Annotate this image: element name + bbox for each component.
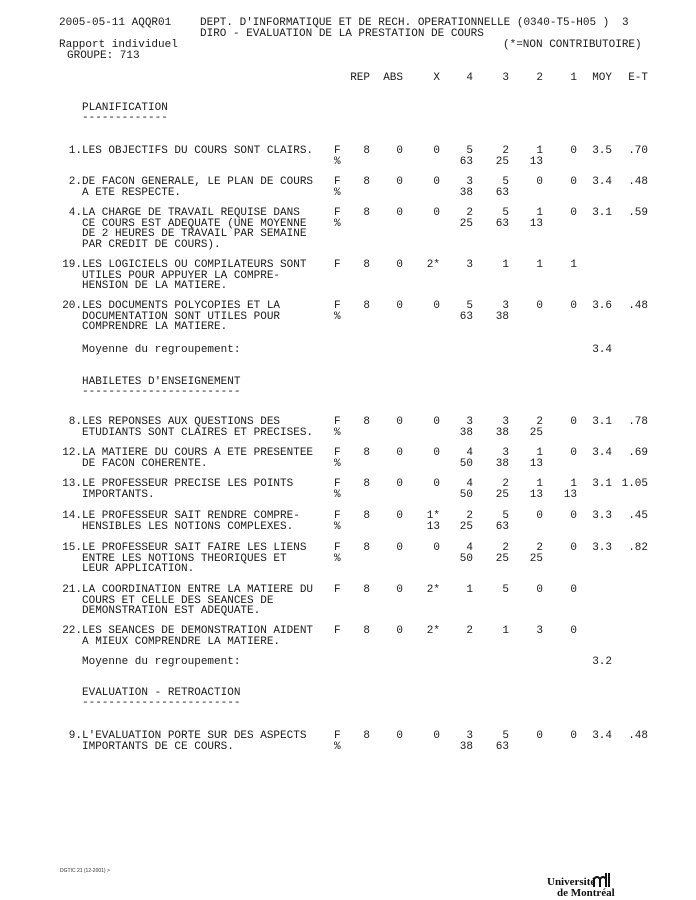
question-text: DOCUMENTATION SONT UTILES POUR [82, 310, 281, 323]
question-number: 14. [62, 510, 82, 522]
question-text: LES REPONSES AUX QUESTIONS DES [82, 416, 281, 428]
value-c4: 2 [466, 207, 473, 219]
question-number: 19. [62, 259, 82, 271]
value-moy: 3.3 [592, 542, 612, 554]
frequency-marker: F [334, 510, 341, 522]
percent-marker: % [334, 426, 341, 439]
page-number: 3 [622, 17, 629, 29]
value-c2: 0 [536, 300, 543, 312]
percent-c4: 38 [459, 740, 473, 753]
value-c1: 1 [570, 478, 577, 490]
percent-marker: % [334, 520, 341, 533]
value-rep: 8 [363, 478, 370, 490]
percent-marker: % [334, 488, 341, 501]
value-c3: 2 [502, 145, 509, 157]
value-et: .82 [628, 542, 648, 554]
value-abs: 0 [396, 625, 403, 637]
question-text: LES LOGICIELS OU COMPILATEURS SONT [82, 259, 307, 271]
value-x: 1* [426, 510, 440, 522]
university-emblem-icon [592, 870, 612, 888]
value-moy: 3.1 [592, 207, 612, 219]
value-x: 0 [433, 176, 440, 188]
percent-c2: 13 [529, 155, 543, 168]
value-c1: 0 [570, 145, 577, 157]
question-text: LES DOCUMENTS POLYCOPIES ET LA [82, 300, 281, 312]
percent-c4: 50 [459, 457, 473, 470]
percent-c4: 50 [459, 488, 473, 501]
value-c1: 0 [570, 730, 577, 742]
section-underline: ------------------------ [82, 386, 241, 398]
question-number: 13. [62, 478, 82, 490]
value-rep: 8 [363, 730, 370, 742]
value-rep: 8 [363, 416, 370, 428]
percent-c4: 50 [459, 552, 473, 565]
column-header-x: X [433, 72, 440, 84]
group-label: GROUPE: 713 [67, 50, 140, 62]
value-c4: 3 [466, 259, 473, 271]
question-number: 21. [62, 584, 82, 596]
percent-x: 13 [426, 520, 440, 533]
frequency-marker: F [334, 730, 341, 742]
value-c2: 3 [536, 625, 543, 637]
percent-marker: % [334, 186, 341, 199]
value-c4: 2 [466, 625, 473, 637]
value-c1: 1 [570, 259, 577, 271]
percent-c2: 25 [529, 552, 543, 565]
percent-c4: 25 [459, 217, 473, 230]
question-number: 9. [68, 730, 82, 742]
question-text: L'EVALUATION PORTE SUR DES ASPECTS [82, 730, 307, 742]
percent-c4: 63 [459, 155, 473, 168]
question-number: 2. [68, 176, 82, 188]
value-c2: 1 [536, 478, 543, 490]
group-average-value: 3.4 [592, 344, 612, 356]
section-title: EVALUATION - RETROACTION [82, 687, 241, 699]
value-c2: 0 [536, 510, 543, 522]
value-x: 2* [426, 625, 440, 637]
value-c3: 5 [502, 510, 509, 522]
value-x: 0 [433, 447, 440, 459]
question-text: LA COORDINATION ENTRE LA MATIERE DU [82, 584, 314, 596]
question-text: ENTRE LES NOTIONS THEORIQUES ET [82, 552, 287, 565]
value-rep: 8 [363, 510, 370, 522]
question-text: A MIEUX COMPRENDRE LA MATIERE. [82, 635, 281, 648]
frequency-marker: F [334, 447, 341, 459]
value-abs: 0 [396, 300, 403, 312]
value-moy: 3.1 [592, 416, 612, 428]
value-et: .78 [628, 416, 648, 428]
report-type: Rapport individuel [59, 39, 178, 51]
value-c1: 0 [570, 416, 577, 428]
value-abs: 0 [396, 730, 403, 742]
value-et: .48 [628, 730, 648, 742]
value-c4: 1 [466, 584, 473, 596]
value-c2: 0 [536, 584, 543, 596]
value-c4: 3 [466, 730, 473, 742]
frequency-marker: F [334, 207, 341, 219]
question-text: DEMONSTRATION EST ADEQUATE. [82, 605, 261, 617]
percent-c2: 13 [529, 217, 543, 230]
percent-c4: 38 [459, 186, 473, 199]
form-code: DGTIC 21 (12-2001) > [60, 868, 110, 874]
value-x: 0 [433, 300, 440, 312]
column-header-3: 3 [502, 72, 509, 84]
value-c2: 0 [536, 176, 543, 188]
column-header-rep: REP [350, 72, 370, 84]
value-c3: 3 [502, 416, 509, 428]
frequency-marker: F [334, 478, 341, 490]
value-abs: 0 [396, 207, 403, 219]
question-text: IMPORTANTS. [82, 488, 155, 501]
value-c1: 0 [570, 176, 577, 188]
question-text: LE PROFESSEUR PRECISE LES POINTS [82, 478, 294, 490]
question-text: LES SEANCES DE DEMONSTRATION AIDENT [82, 625, 314, 637]
question-text: LEUR APPLICATION. [82, 563, 195, 575]
question-text: COMPRENDRE LA MATIERE. [82, 321, 228, 333]
question-text: HENSION DE LA MATIERE. [82, 280, 228, 292]
percent-c3: 63 [495, 740, 509, 753]
column-header-abs: ABS [383, 72, 403, 84]
value-rep: 8 [363, 542, 370, 554]
value-x: 0 [433, 542, 440, 554]
percent-marker: % [334, 310, 341, 323]
value-et: .45 [628, 510, 648, 522]
value-c1: 0 [570, 542, 577, 554]
value-et: .59 [628, 207, 648, 219]
question-text: PAR CREDIT DE COURS). [82, 238, 221, 251]
value-moy: 3.6 [592, 300, 612, 312]
university-logo-line2: de Montréal [557, 887, 615, 899]
value-c3: 1 [502, 259, 509, 271]
percent-c3: 25 [495, 552, 509, 565]
value-c1: 0 [570, 625, 577, 637]
percent-c4: 38 [459, 426, 473, 439]
value-moy: 3.3 [592, 510, 612, 522]
percent-c2: 13 [529, 488, 543, 501]
value-x: 0 [433, 207, 440, 219]
section-underline: ------------------------ [82, 697, 241, 709]
frequency-marker: F [334, 542, 341, 554]
frequency-marker: F [334, 416, 341, 428]
report-date-code: 2005-05-11 AQQR01 [59, 17, 172, 29]
value-x: 2* [426, 584, 440, 596]
value-moy: 3.4 [592, 176, 612, 188]
value-c4: 2 [466, 510, 473, 522]
column-header-4: 4 [466, 72, 473, 84]
value-abs: 0 [396, 259, 403, 271]
percent-marker: % [334, 552, 341, 565]
question-text: CE COURS EST ADEQUATE (UNE MOYENNE [82, 217, 307, 230]
value-rep: 8 [363, 176, 370, 188]
question-text: LA MATIERE DU COURS A ETE PRESENTEE [82, 447, 314, 459]
question-text: LE PROFESSEUR SAIT FAIRE LES LIENS [82, 542, 307, 554]
value-x: 0 [433, 478, 440, 490]
column-header-1: 1 [570, 72, 577, 84]
frequency-marker: F [334, 584, 341, 596]
value-abs: 0 [396, 478, 403, 490]
question-number: 4. [68, 207, 82, 219]
value-c3: 5 [502, 176, 509, 188]
section-underline: ------------- [82, 112, 168, 124]
question-text: ETUDIANTS SONT CLAIRES ET PRECISES. [82, 426, 314, 439]
value-rep: 8 [363, 259, 370, 271]
value-c3: 5 [502, 584, 509, 596]
percent-c3: 38 [495, 457, 509, 470]
percent-c3: 38 [495, 310, 509, 323]
value-c4: 5 [466, 145, 473, 157]
percent-marker: % [334, 457, 341, 470]
question-number: 22. [62, 625, 82, 637]
value-c3: 1 [502, 625, 509, 637]
value-c1: 0 [570, 510, 577, 522]
value-c4: 4 [466, 542, 473, 554]
value-moy: 3.4 [592, 730, 612, 742]
value-rep: 8 [363, 300, 370, 312]
value-et: .69 [628, 447, 648, 459]
question-text: LA CHARGE DE TRAVAIL REQUISE DANS [82, 207, 300, 219]
value-et: .70 [628, 145, 648, 157]
question-text: LES OBJECTIFS DU COURS SONT CLAIRS. [82, 145, 314, 157]
value-moy: 3.1 [592, 478, 612, 490]
column-header-2: 2 [536, 72, 543, 84]
value-abs: 0 [396, 145, 403, 157]
value-c2: 0 [536, 730, 543, 742]
value-abs: 0 [396, 542, 403, 554]
value-c1: 0 [570, 447, 577, 459]
percent-c3: 63 [495, 186, 509, 199]
question-text: A ETE RESPECTE. [82, 186, 182, 199]
value-c3: 3 [502, 300, 509, 312]
percent-c3: 63 [495, 520, 509, 533]
percent-marker: % [334, 217, 341, 230]
percent-c1: 13 [563, 488, 577, 501]
question-number: 15. [62, 542, 82, 554]
value-abs: 0 [396, 176, 403, 188]
question-number: 12. [62, 447, 82, 459]
non-contributory-note: (*=NON CONTRIBUTOIRE) [503, 39, 642, 51]
value-et: .48 [628, 300, 648, 312]
question-text: IMPORTANTS DE CE COURS. [82, 740, 234, 753]
value-rep: 8 [363, 625, 370, 637]
question-text: LE PROFESSEUR SAIT RENDRE COMPRE- [82, 510, 300, 522]
value-c3: 5 [502, 730, 509, 742]
evaluation-title: DIRO - EVALUATION DE LA PRESTATION DE COURS [200, 28, 484, 40]
value-x: 0 [433, 145, 440, 157]
value-c3: 2 [502, 478, 509, 490]
percent-marker: % [334, 740, 341, 753]
percent-c4: 63 [459, 310, 473, 323]
question-text: DE FACON COHERENTE. [82, 457, 208, 470]
value-rep: 8 [363, 207, 370, 219]
value-c4: 5 [466, 300, 473, 312]
percent-c2: 25 [529, 426, 543, 439]
value-c3: 3 [502, 447, 509, 459]
group-average-label: Moyenne du regroupement: [82, 656, 241, 668]
value-c3: 2 [502, 542, 509, 554]
percent-c3: 63 [495, 217, 509, 230]
section-title: PLANIFICATION [82, 102, 168, 114]
value-rep: 8 [363, 145, 370, 157]
value-x: 2* [426, 259, 440, 271]
column-header-moy: MOY [592, 72, 612, 84]
group-average-value: 3.2 [592, 656, 612, 668]
value-abs: 0 [396, 416, 403, 428]
value-c2: 1 [536, 145, 543, 157]
value-abs: 0 [396, 584, 403, 596]
value-c2: 1 [536, 207, 543, 219]
percent-c3: 25 [495, 488, 509, 501]
value-c2: 2 [536, 542, 543, 554]
value-c4: 4 [466, 478, 473, 490]
percent-c2: 13 [529, 457, 543, 470]
column-header-et: E-T [628, 72, 648, 84]
question-text: HENSIBLES LES NOTIONS COMPLEXES. [82, 520, 294, 533]
frequency-marker: F [334, 300, 341, 312]
value-et: .48 [628, 176, 648, 188]
value-c4: 3 [466, 416, 473, 428]
value-c2: 1 [536, 259, 543, 271]
value-c4: 3 [466, 176, 473, 188]
percent-c3: 25 [495, 155, 509, 168]
value-c1: 0 [570, 584, 577, 596]
section-title: HABILETES D'ENSEIGNEMENT [82, 376, 241, 388]
group-average-label: Moyenne du regroupement: [82, 344, 241, 356]
percent-marker: % [334, 155, 341, 168]
value-c2: 1 [536, 447, 543, 459]
value-moy: 3.5 [592, 145, 612, 157]
value-c1: 0 [570, 300, 577, 312]
question-text: UTILES POUR APPUYER LA COMPRE- [82, 269, 281, 282]
question-number: 1. [68, 145, 82, 157]
percent-c4: 25 [459, 520, 473, 533]
value-abs: 0 [396, 510, 403, 522]
value-c3: 5 [502, 207, 509, 219]
question-number: 8. [68, 416, 82, 428]
question-text: DE FACON GENERALE, LE PLAN DE COURS [82, 176, 314, 188]
value-et: 1.05 [621, 478, 648, 490]
frequency-marker: F [334, 625, 341, 637]
value-c1: 0 [570, 207, 577, 219]
question-text: DE 2 HEURES DE TRAVAIL PAR SEMAINE [82, 228, 307, 240]
value-abs: 0 [396, 447, 403, 459]
value-x: 0 [433, 730, 440, 742]
value-moy: 3.4 [592, 447, 612, 459]
value-rep: 8 [363, 584, 370, 596]
percent-c3: 38 [495, 426, 509, 439]
department-title: DEPT. D'INFORMATIQUE ET DE RECH. OPERATIONNELLE (0340-T5-H05 ) [200, 17, 610, 29]
question-text: COURS ET CELLE DES SEANCES DE [82, 594, 274, 607]
frequency-marker: F [334, 176, 341, 188]
university-logo-line1: Université [547, 876, 596, 888]
frequency-marker: F [334, 145, 341, 157]
frequency-marker: F [334, 259, 341, 271]
value-c4: 4 [466, 447, 473, 459]
value-x: 0 [433, 416, 440, 428]
value-rep: 8 [363, 447, 370, 459]
value-c2: 2 [536, 416, 543, 428]
question-number: 20. [62, 300, 82, 312]
